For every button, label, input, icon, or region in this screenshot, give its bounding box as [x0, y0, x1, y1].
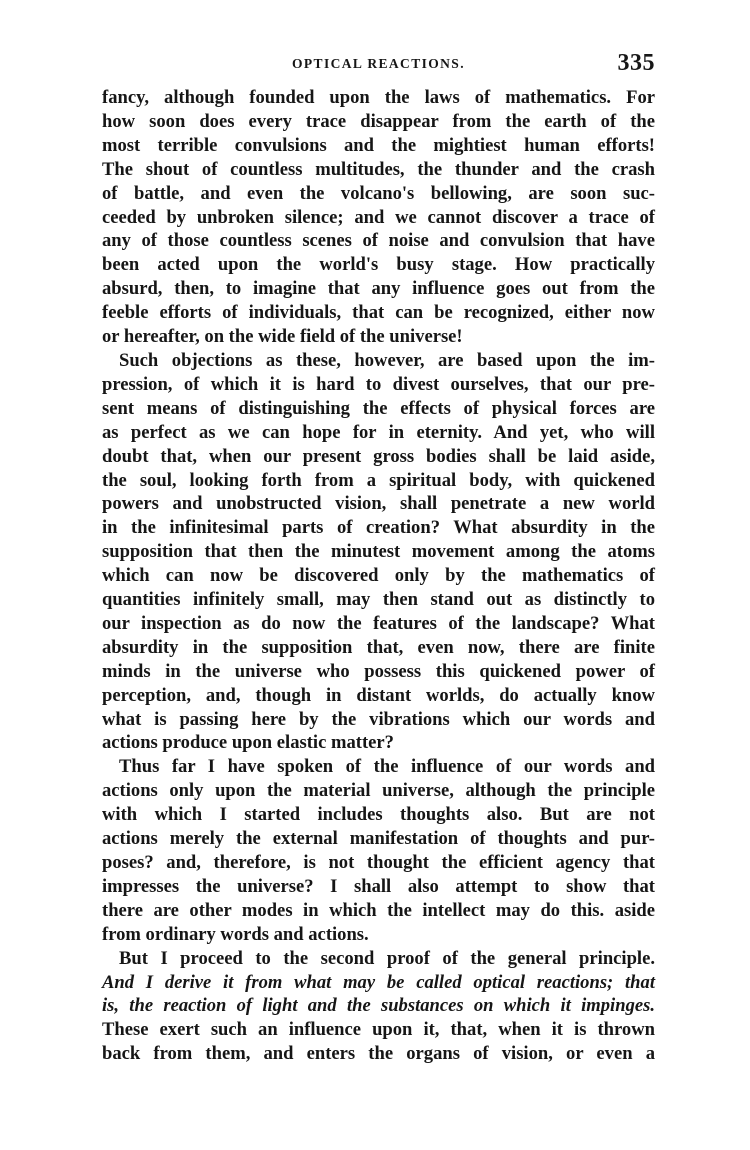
page-number: 335	[617, 50, 655, 76]
italic-text-line: is, the reaction of light and the substances on which it impinges.	[102, 995, 655, 1017]
text-line: doubt that, when our present gross bodies shall be laid aside,	[102, 445, 655, 467]
text-line: how soon does every trace disappear from the earth of the	[102, 110, 655, 132]
text-line: quantities infinitely small, may then stand out as distinctly to	[102, 589, 655, 611]
body-text	[102, 86, 655, 1066]
text-line: These exert such an influence upon it, that, when it is thrown	[102, 1019, 655, 1041]
running-head	[102, 50, 655, 86]
text-line: with which I started includes thoughts also. But are not	[102, 804, 655, 826]
text-line: back from them, and enters the organs of vision, or even a	[102, 1043, 655, 1065]
text-line: or hereafter, on the wide field of the universe!	[102, 326, 463, 348]
text-line: powers and unobstructed vision, shall penetrate a new world	[102, 493, 655, 515]
text-line: actions produce upon elastic matter?	[102, 732, 394, 754]
text-line: feeble efforts of individuals, that can be recognized, either now	[102, 302, 655, 324]
text-line: of battle, and even the volcano's bellowing, are soon suc-	[102, 182, 655, 204]
text-line: which can now be discovered only by the mathematics of	[102, 565, 655, 587]
text-line: perception, and, though in distant worlds, do actually know	[102, 684, 655, 706]
text-line: impresses the universe? I shall also attempt to show that	[102, 875, 655, 897]
text-line: been acted upon the world's busy stage. How practically	[102, 254, 655, 276]
text-line: The shout of countless multitudes, the thunder and the crash	[102, 158, 655, 180]
book-page	[102, 50, 655, 1066]
text-line: the soul, looking forth from a spiritual body, with quickened	[102, 469, 655, 491]
text-line: our inspection as do now the features of the landscape? What	[102, 612, 655, 634]
text-line: actions merely the external manifestation of thoughts and pur-	[102, 828, 655, 850]
text-line: what is passing here by the vibrations which our words and	[102, 708, 655, 730]
text-line: most terrible convulsions and the mightiest human efforts!	[102, 134, 655, 156]
text-line: Such objections as these, however, are based upon the im-	[119, 349, 655, 371]
text-line: poses? and, therefore, is not thought the efficient agency that	[102, 852, 655, 873]
text-line: pression, of which it is hard to divest ourselves, that our pre-	[102, 373, 655, 395]
text-line: in the infinitesimal parts of creation? What absurdity in the	[102, 517, 655, 539]
text-line: Thus far I have spoken of the influence of our words and	[119, 756, 655, 778]
text-line: absurdity in the supposition that, even now, there are finite	[102, 636, 655, 658]
text-line: from ordinary words and actions.	[102, 923, 369, 945]
text-line: ceeded by unbroken silence; and we cannot discover a trace of	[102, 206, 655, 228]
running-head-title: OPTICAL REACTIONS.	[292, 56, 465, 71]
text-line: But I proceed to the second proof of the general principle.	[119, 947, 655, 969]
text-line: actions only upon the material universe, although the principle	[102, 780, 655, 802]
text-line: minds in the universe who possess this quickened power of	[102, 660, 655, 682]
text-line: any of those countless scenes of noise and convulsion that have	[102, 230, 655, 252]
text-line: there are other modes in which the intellect may do this. aside	[102, 899, 655, 921]
text-line: fancy, although founded upon the laws of mathematics. For	[102, 87, 655, 108]
italic-text-line: And I derive it from what may be called optical reactions; that	[102, 971, 655, 993]
text-line: as perfect as we can hope for in eternity. And yet, who will	[102, 421, 655, 443]
text-line: absurd, then, to imagine that any influence goes out from the	[102, 278, 655, 300]
text-line: supposition that then the minutest movement among the atoms	[102, 541, 655, 563]
text-line: sent means of distinguishing the effects of physical forces are	[102, 397, 655, 419]
